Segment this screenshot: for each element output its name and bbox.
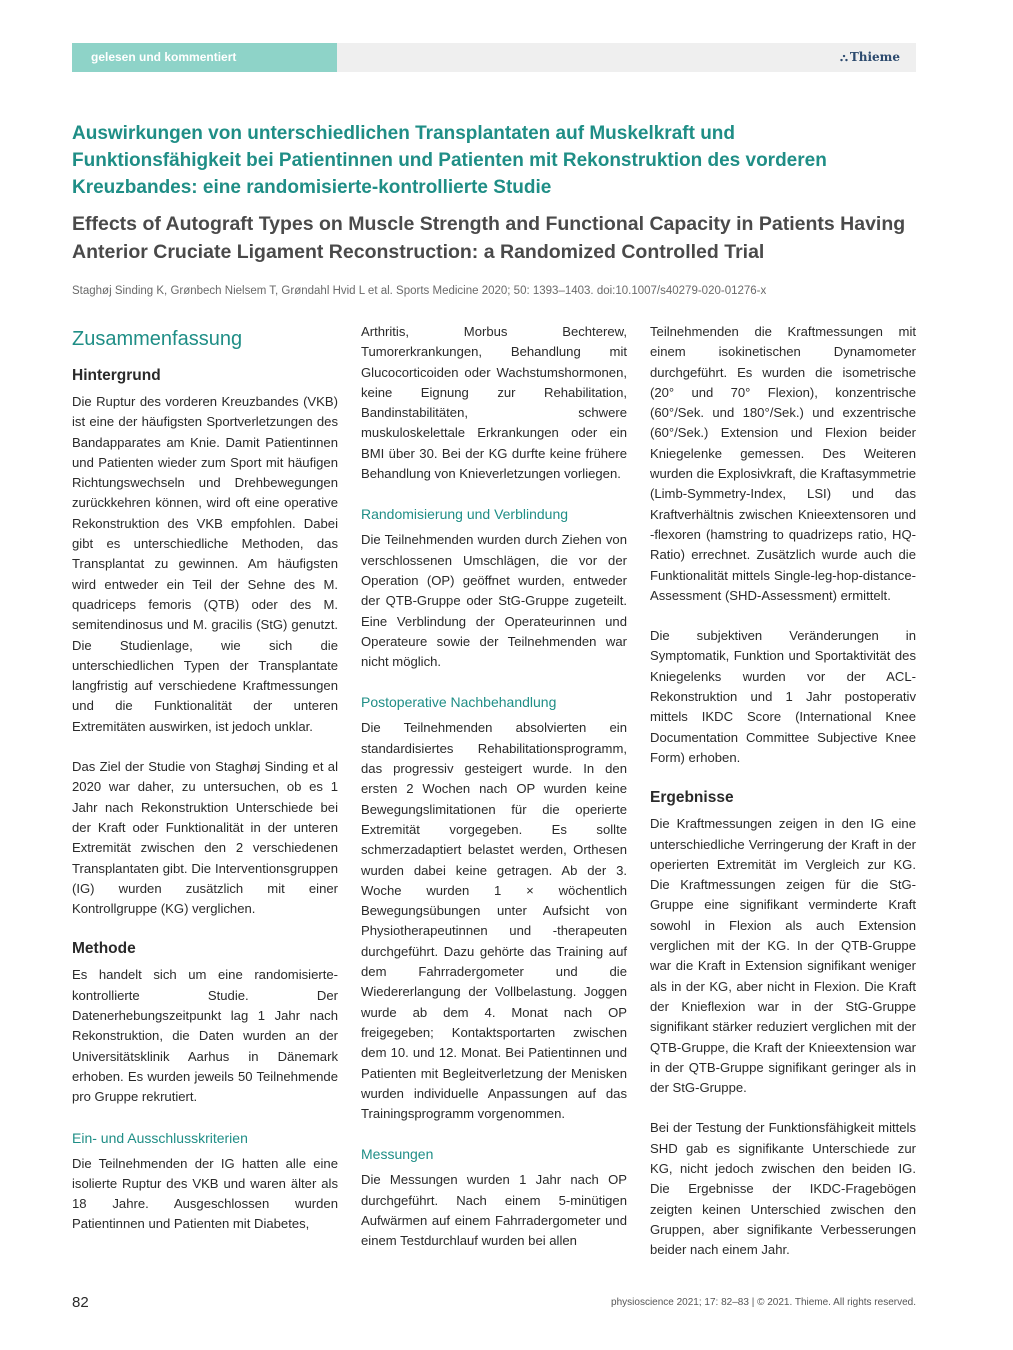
paragraph: Die Teilnehmenden wurden durch Ziehen von verschlossenen Umschlägen, die vor der Operation (OP) geöffnet wurden, entweder der QTB-Gruppe oder StG-Gruppe zugeteilt. Eine Verblindung der Operateurinnen und Operateure sowie der Teilnehmenden war nicht möglich. <box>361 532 627 670</box>
paragraph: Die Messungen wurden 1 Jahr nach OP durchgeführt. Nach einem 5-minütigen Aufwärmen auf einem Fahrradergometer und einem Testdurchlauf wurden bei allen <box>361 1172 627 1249</box>
page-number: 82 <box>72 1294 89 1311</box>
section-title: Zusammenfassung <box>72 328 243 350</box>
subheading-kriterien: Ein- und Ausschlusskriterien <box>72 1129 248 1146</box>
citation: Staghøj Sinding K, Grønbech Nielsem T, Grøndahl Hvid L et al. Sports Medicine 2020; 50: 1393–1403. doi:10.1007/s40279-020-01276-x <box>72 285 767 297</box>
title-german: Auswirkungen von unterschiedlichen Transplantaten auf Muskelkraft und Funktionsfähigkeit bei Patientinnen und Patienten mit Rekonstruktion des vorderen Kreuzbandes: eine randomisierte-kontrollierte Studie <box>72 123 827 198</box>
paragraph: Die Kraftmessungen zeigen in den IG eine unterschiedliche Verringerung der Kraft in der operierten Extremität im Vergleich zur KG. Die Kraftmessungen zeigen für die StG-Gruppe eine signifikant verminderte Kraft sowohl in Flexion als auch Extension verglichen mit der KG. In der QTB-Gruppe war die Kraft in Extension signifikant weniger als in der KG, aber nicht in Flexion. Die Kraft der Knieflexion war in der StG-Gruppe signifikant stärker reduziert verglichen mit der QTB-Gruppe, die Kraft der Knieextension war in der QTB-Gruppe signifikant geringer als in der StG-Gruppe. <box>650 816 916 1096</box>
paragraph: Arthritis, Morbus Bechterew, Tumorerkrankungen, Behandlung mit Glucocorticoiden oder Wachstumshormonen, keine Eignung zur Rehabilitation, Bandinstabilitäten, schwere muskuloskelettale Erkrankungen oder ein BMI über 30. Bei der KG durfte keine frühere Behandlung von Knieverletzungen vorliegen. <box>361 324 627 482</box>
paragraph: Die Ruptur des vorderen Kreuzbandes (VKB) ist eine der häufigsten Sportverletzungen des Bandapparates am Knie. Damit Patientinnen und Patienten wieder zum Sport mit häufigen Richtungswechseln und Drehbewegungen zurückkehren können, wird oft eine operative Rekonstruktion des VKB empfohlen. Dabei gibt es unterschiedliche Methoden, das Transplantat zu gewinnen. Am häufigsten wird entweder ein Teil der Sehne des M. quadriceps femoris (QTB) oder des M. semitendinosus und M. gracilis (StG) genutzt. Die Studienlage, wie sich die unterschiedlichen Typen der Transplantate langfristig auf verschiedene Kraftmessungen und die Funktionalität der unteren Extremitäten auswirken, ist jedoch unklar. <box>72 394 338 734</box>
column-3 <box>650 322 916 1260</box>
column-2 <box>361 322 627 1252</box>
subheading-messungen: Messungen <box>361 1146 434 1163</box>
paragraph: Die Teilnehmenden der IG hatten alle eine isolierte Ruptur des VKB und waren älter als 18 Jahre. Ausgeschlossen wurden Patientinnen und Patienten mit Diabetes, <box>72 1155 338 1232</box>
subheading-nachbehandlung: Postoperative Nachbehandlung <box>361 694 557 711</box>
section-tab: gelesen und kommentiert <box>72 43 337 72</box>
subheading-randomisierung: Randomisierung und Verblindung <box>361 506 569 523</box>
crest-icon: ⛬ <box>840 51 848 64</box>
title-english: Effects of Autograft Types on Muscle Strength and Functional Capacity in Patients Having Anterior Cruciate Ligament Reconstruction: a Randomized Controlled Trial <box>72 213 906 263</box>
paragraph: Teilnehmenden die Kraftmessungen mit einem isokinetischen Dynamometer durchgeführt. Es wurden die isometrische (20° und 70° Flexion), konzentrische (60°/Sek. und 180°/Sek.) und exzentrische (60°/Sek.) Extension und Flexion beider Kniegelenke gemessen. Des Weiteren wurden die Explosivkraft, die Kraftasymmetrie (Limb-Symmetry-Index, LSI) und das Kraftverhältnis zwischen Knieextensoren und -flexoren (hamstring to quadrizeps ratio, HQ-Ratio) errechnet. Zusätzlich wurde auch die Funktionalität mittels Single-leg-hop-distance-Assessment (SHD-Assessment) ermittelt. <box>650 324 916 603</box>
paragraph: Das Ziel der Studie von Staghøj Sinding et al 2020 war daher, zu untersuchen, ob es 1 Jahr nach Rekonstruktion Unterschiede bei der Kraft oder Funktionalität in der unteren Extremität zwischen den 2 verschiedenen Transplantaten gibt. Die Interventionsgruppen (IG) wurden zusätzlich mit einer Kontrollgruppe (KG) verglichen. <box>72 759 338 917</box>
paragraph: Die subjektiven Veränderungen in Symptomatik, Funktion und Sportaktivität des Kniegelenks wurden vor der ACL-Rekonstruktion und 1 Jahr postoperativ mittels IKDC Score (International Knee Documentation Committee Subjective Knee Form) erhoben. <box>650 628 916 765</box>
paragraph: Es handelt sich um eine randomisierte-kontrollierte Studie. Der Datenerhebungszeitpunkt lag 1 Jahr nach Rekonstruktion, die Daten wurden an der Universitätsklinik Aarhus in Dänemark erhoben. Es wurden jeweils 50 Teilnehmende pro Gruppe rekrutiert. <box>72 967 338 1105</box>
paragraph: Bei der Testung der Funktionsfähigkeit mittels SHD gab es signifikante Unterschiede zur KG, nicht jedoch zwischen den beiden IG. Die Ergebnisse der IKDC-Fragebögen zeigten keinen Unterschied zwischen den Gruppen, aber signifikante Verbesserungen beider nach einem Jahr. <box>650 1120 916 1258</box>
heading-methode: Methode <box>72 940 136 958</box>
column-1 <box>72 322 338 1235</box>
publisher-name: Thieme <box>849 50 900 64</box>
paragraph: Die Teilnehmenden absolvierten ein standardisiertes Rehabilitationsprogramm, das progressiv gesteigert wurde. In den ersten 2 Wochen nach OP wurden keine Bewegungslimitationen für die operierte Extremität vorgegeben. Es sollte schmerzadaptiert belastet werden, Orthesen wurden dabei keine getragen. Ab der 3. Woche wurden 1 × wöchentlich Bewegungsübungen unter Aufsicht von Physiotherapeutinnen und -therapeuten durchgeführt. Dazu gehörte das Training auf dem Fahrradergometer und die Wiedererlangung der Vollbelastung. Joggen wurde ab dem 4. Monat nach OP freigegeben; Kontaktsportarten zwischen dem 10. und 12. Monat. Bei Patientinnen und Patienten mit Begleitverletzung der Menisken wurden individuelle Anpassungen auf das Trainingsprogramm vorgenommen. <box>361 720 627 1122</box>
heading-hintergrund: Hintergrund <box>72 367 161 384</box>
footer-source: physioscience 2021; 17: 82–83 | © 2021. Thieme. All rights reserved. <box>611 1297 916 1308</box>
heading-ergebnisse: Ergebnisse <box>650 789 734 807</box>
header-bar <box>72 43 916 72</box>
publisher-logo <box>840 43 900 72</box>
